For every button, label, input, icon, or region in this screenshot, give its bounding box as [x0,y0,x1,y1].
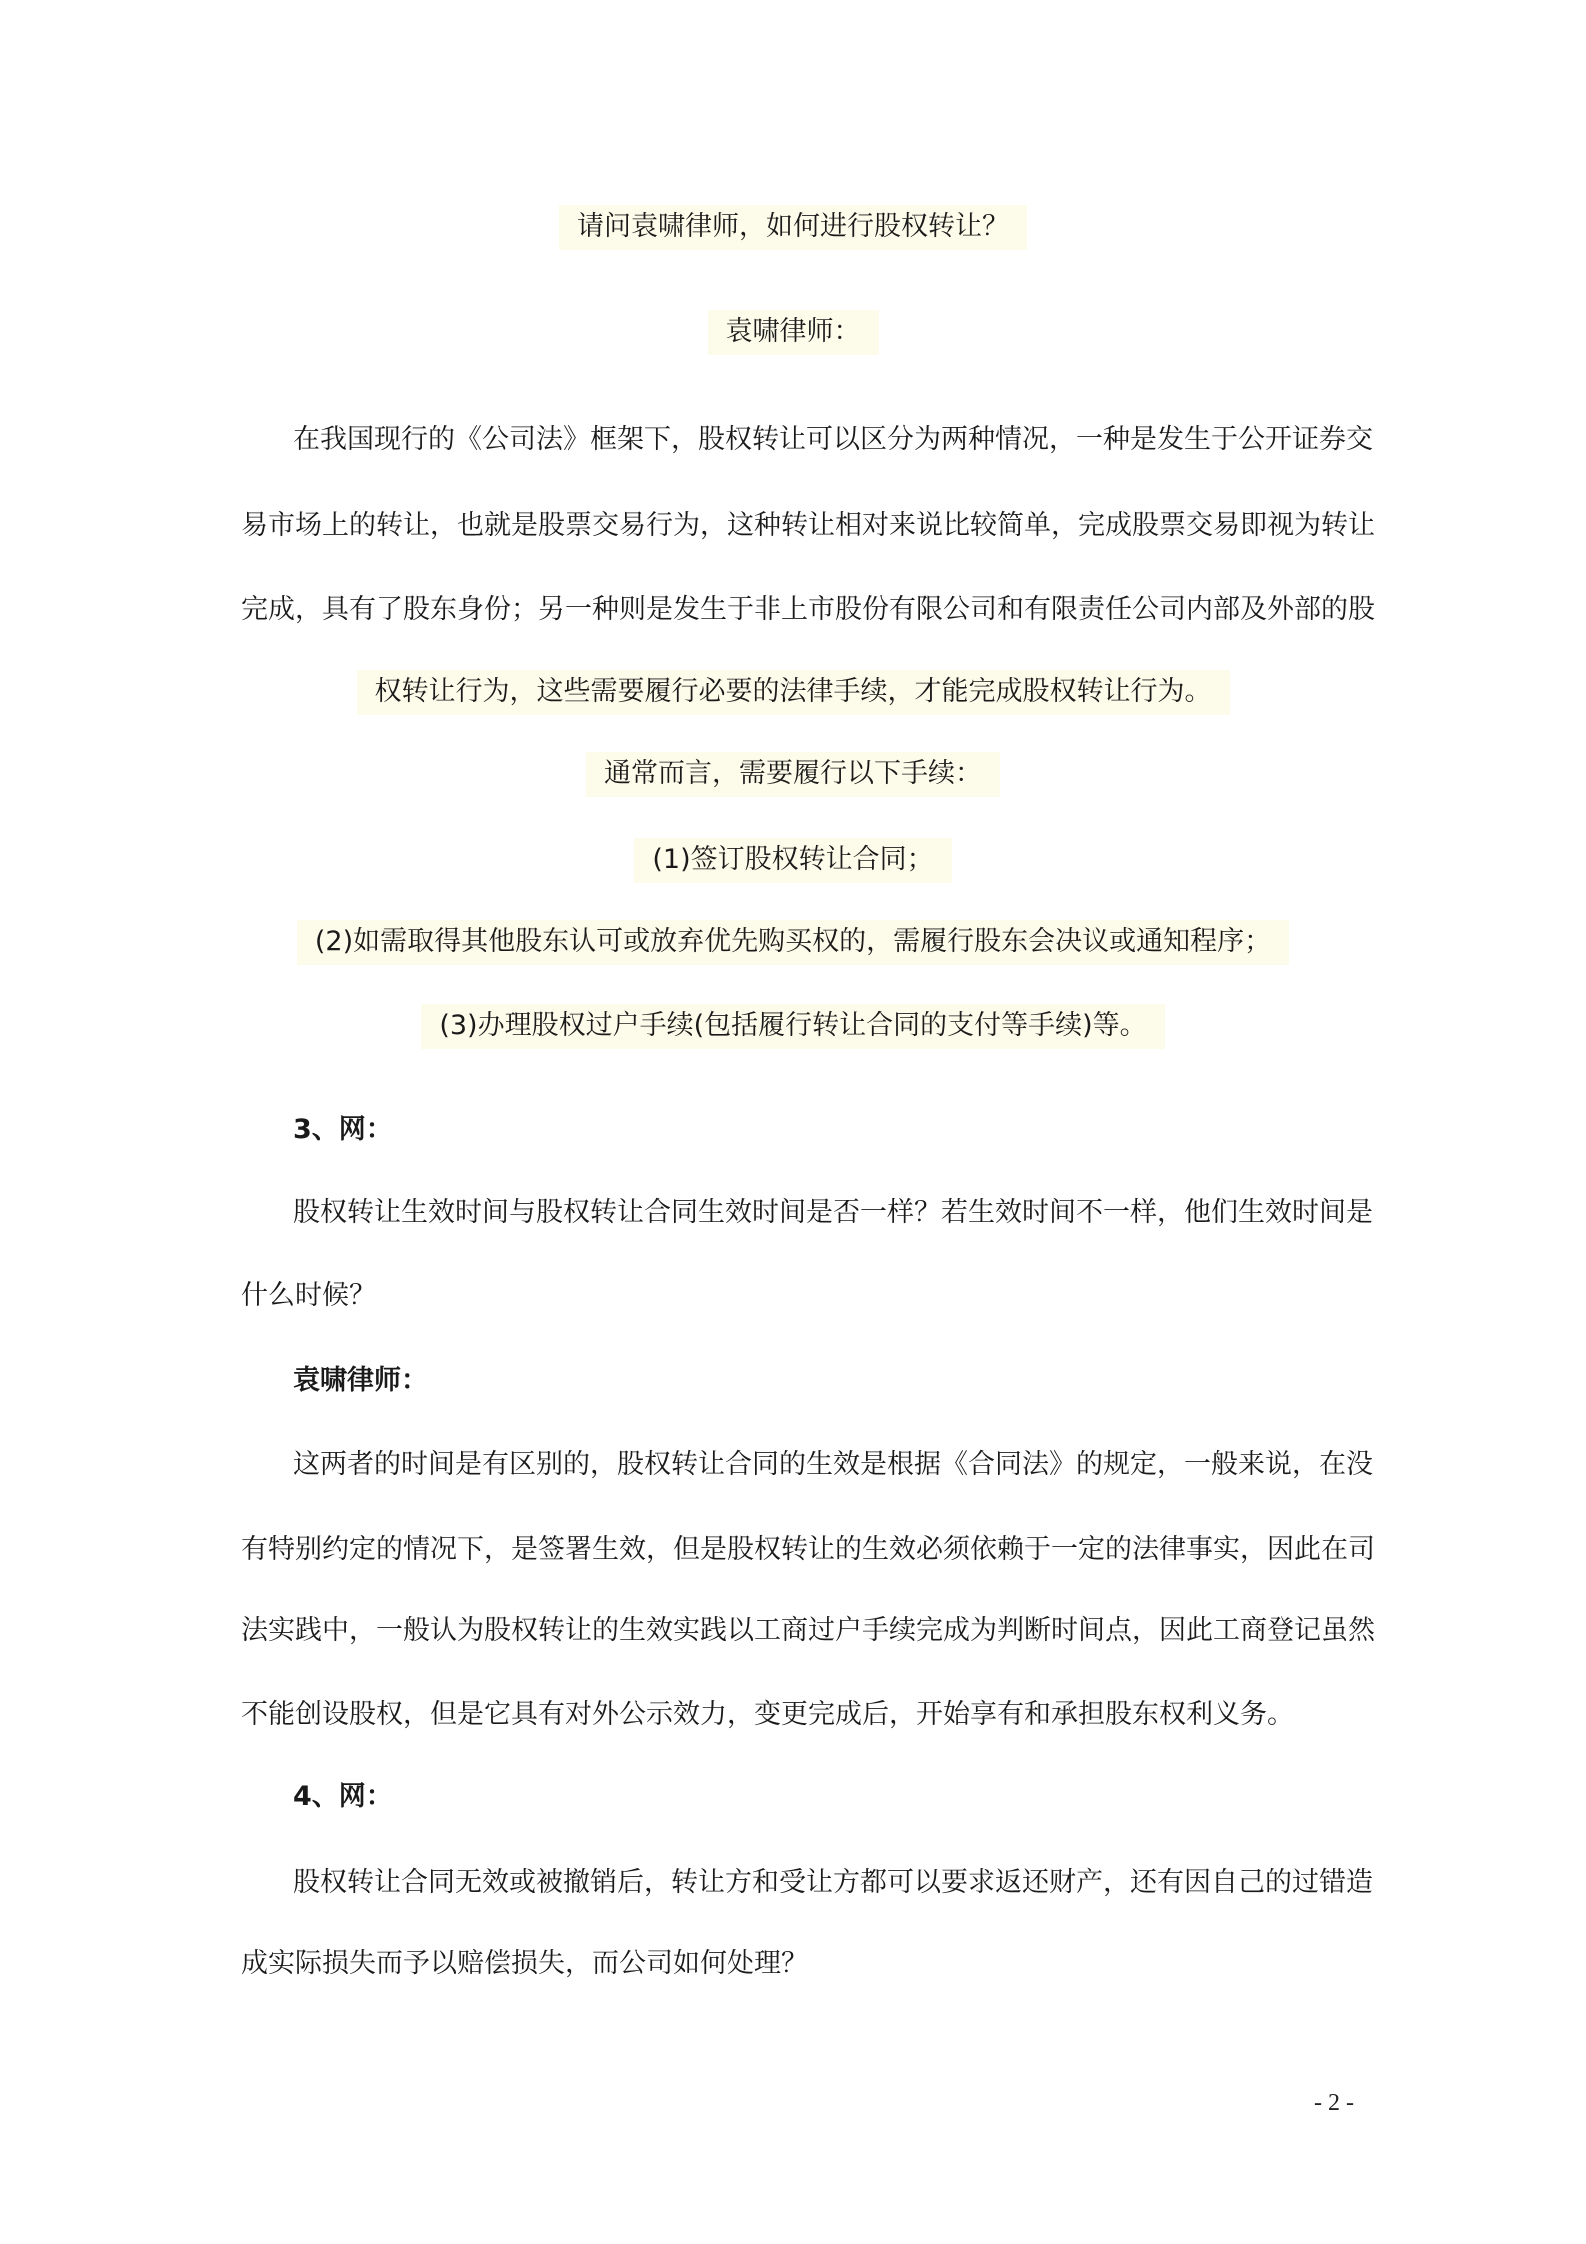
procedures-intro-row [0,754,1586,794]
page-number: - 2 - [1314,2090,1354,2116]
section4-question-line: 成实际损失而予以赔偿损失，而公司如何处理？ [241,1948,808,1979]
section3-question-line: 什么时候？ [241,1280,376,1311]
question-title: 请问袁啸律师，如何进行股权转让？ [559,205,1027,250]
lawyer-heading: 袁啸律师： [708,310,879,355]
procedure-row [0,1006,1586,1046]
section3-answer-line: 不能创设股权，但是它具有对外公示效力，变更完成后，开始享有和承担股东权利义务。 [241,1699,1294,1730]
procedure-item: (3)办理股权过户手续(包括履行转让合同的支付等手续)等。 [421,1004,1164,1049]
section3-heading: 3、网： [293,1114,393,1145]
question-title-row [0,207,1586,247]
answer-line: 易市场上的转让，也就是股票交易行为，这种转让相对来说比较简单，完成股票交易即视为转让 [241,510,1375,541]
section3-question-line: 股权转让生效时间与股权转让合同生效时间是否一样？若生效时间不一样，他们生效时间是 [293,1197,1373,1228]
procedures-intro: 通常而言，需要履行以下手续： [586,752,1000,797]
section3-answer-line: 法实践中，一般认为股权转让的生效实践以工商过户手续完成为判断时间点，因此工商登记虽然 [241,1615,1375,1646]
procedure-item: (2)如需取得其他股东认可或放弃优先购买权的，需履行股东会决议或通知程序； [297,920,1289,965]
answer-line: 完成，具有了股东身份；另一种则是发生于非上市股份有限公司和有限责任公司内部及外部的股 [241,594,1375,625]
section3-answer-line: 有特别约定的情况下，是签署生效，但是股权转让的生效必须依赖于一定的法律事实，因此在司 [241,1534,1375,1565]
procedure-row [0,922,1586,962]
section3-answer-line: 这两者的时间是有区别的，股权转让合同的生效是根据《合同法》的规定，一般来说，在没 [293,1449,1373,1480]
lawyer-heading-row [0,312,1586,352]
section4-heading: 4、网： [293,1781,393,1812]
answer-line: 权转让行为，这些需要履行必要的法律手续，才能完成股权转让行为。 [357,670,1230,715]
answer-line-last-row [0,672,1586,712]
answer-line: 在我国现行的《公司法》框架下，股权转让可以区分为两种情况，一种是发生于公开证券交 [293,424,1373,455]
procedure-row [0,840,1586,880]
section3-lawyer-heading: 袁啸律师： [293,1365,428,1396]
section4-question-line: 股权转让合同无效或被撤销后，转让方和受让方都可以要求返还财产，还有因自己的过错造 [293,1867,1373,1898]
procedure-item: (1)签订股权转让合同； [634,838,951,883]
